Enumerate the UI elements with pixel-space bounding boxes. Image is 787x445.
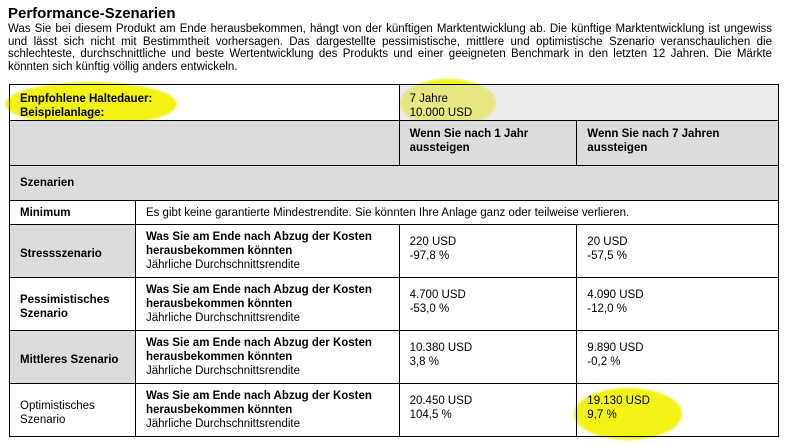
- holding-period-label: Empfohlene Haltedauer:: [20, 93, 153, 105]
- percent: 9,7 %: [587, 409, 617, 421]
- percent: 104,5 %: [409, 409, 452, 421]
- value-7-years: [577, 331, 779, 384]
- amount: 9.890 USD: [587, 342, 644, 354]
- section-row: [10, 166, 779, 201]
- scenario-description: [135, 331, 399, 384]
- description-main: Was Sie am Ende nach Abzug der Kosten herausbekommen könnten: [145, 284, 372, 310]
- value-7-years: [577, 225, 779, 278]
- example-investment-label: Beispielanlage:: [20, 107, 105, 119]
- scenario-description: [135, 278, 399, 331]
- section-label: Szenarien: [10, 166, 779, 201]
- minimum-label: Minimum: [10, 201, 136, 225]
- amount: 4.090 USD: [587, 289, 644, 301]
- amount: 10.380 USD: [409, 342, 473, 354]
- scenario-row-pessimistic: [10, 278, 779, 331]
- value-1-year: [399, 331, 577, 384]
- percent: -97,8 %: [409, 250, 450, 262]
- description-main: Was Sie am Ende nach Abzug der Kosten herausbekommen könnten: [145, 231, 372, 257]
- amount: 19.130 USD: [587, 395, 650, 407]
- value-1-year: [399, 278, 577, 331]
- col-header-7-years: Wenn Sie nach 7 Jahren aussteigen: [577, 121, 779, 166]
- percent: -57,5 %: [587, 250, 627, 262]
- scenario-name: Mittleres Szenario: [10, 331, 136, 384]
- header-empty-cell: [10, 121, 400, 166]
- scenario-row-optimistic: [10, 384, 779, 437]
- percent: -0,2 %: [587, 356, 621, 368]
- description-main: Was Sie am Ende nach Abzug der Kosten herausbekommen könnten: [145, 337, 372, 363]
- value-7-years: [577, 278, 779, 331]
- scenario-row-stress: [10, 225, 779, 278]
- amount: 20.450 USD: [409, 395, 473, 407]
- scenario-name: Stressszenario: [10, 225, 136, 278]
- intro-paragraph: Was Sie bei diesem Produkt am Ende herausbekommen, hängt von der künftigen Marktentwicklung ab. Die künftige Marktentwicklung ist ungewiss und lässt sich nicht mit Bestimmtheit vorhersagen. Das dargestellte pessimistische, mittlere und optimistische Szenario veranschaulichen die schlechteste, durchschnittliche und beste Wertentwicklung des Produkts und einer geeigneten Benchmark in den letzten 12 Jahren. Die Märkte könnten sich künftig völlig anders entwickeln.: [8, 23, 772, 73]
- percent: -53,0 %: [409, 303, 450, 315]
- minimum-text: Es gibt keine garantierte Mindestrendite. Sie könnten Ihre Anlage ganz oder teilweise verlieren.: [135, 201, 778, 225]
- scenario-row-moderate: [10, 331, 779, 384]
- col-header-1-year: Wenn Sie nach 1 Jahr aussteigen: [399, 121, 577, 166]
- amount: 20 USD: [587, 236, 628, 248]
- value-1-year: [399, 225, 577, 278]
- page-title: Performance-Szenarien: [8, 5, 176, 22]
- amount: 220 USD: [409, 236, 457, 248]
- holding-labels-cell: [10, 85, 400, 121]
- scenario-description: [135, 225, 399, 278]
- scenario-name: Pessimistisches Szenario: [10, 278, 136, 331]
- minimum-row: [10, 201, 779, 225]
- description-sub: Jährliche Durchschnittsrendite: [145, 418, 300, 430]
- scenario-name: Optimistisches Szenario: [10, 384, 136, 437]
- example-investment-value: 10.000 USD: [409, 107, 473, 119]
- performance-table: [9, 84, 779, 437]
- value-7-years: [577, 384, 779, 437]
- percent: -12,0 %: [587, 303, 627, 315]
- amount: 4.700 USD: [409, 289, 466, 301]
- holding-row: [10, 85, 779, 121]
- description-sub: Jährliche Durchschnittsrendite: [145, 312, 300, 324]
- description-sub: Jährliche Durchschnittsrendite: [145, 365, 300, 377]
- description-sub: Jährliche Durchschnittsrendite: [145, 259, 300, 271]
- description-main: Was Sie am Ende nach Abzug der Kosten herausbekommen könnten: [145, 390, 372, 416]
- holding-values-cell: [399, 85, 778, 121]
- scenario-description: [135, 384, 399, 437]
- holding-period-value: 7 Jahre: [409, 93, 448, 105]
- column-header-row: [10, 121, 779, 166]
- percent: 3,8 %: [409, 356, 439, 368]
- value-1-year: [399, 384, 577, 437]
